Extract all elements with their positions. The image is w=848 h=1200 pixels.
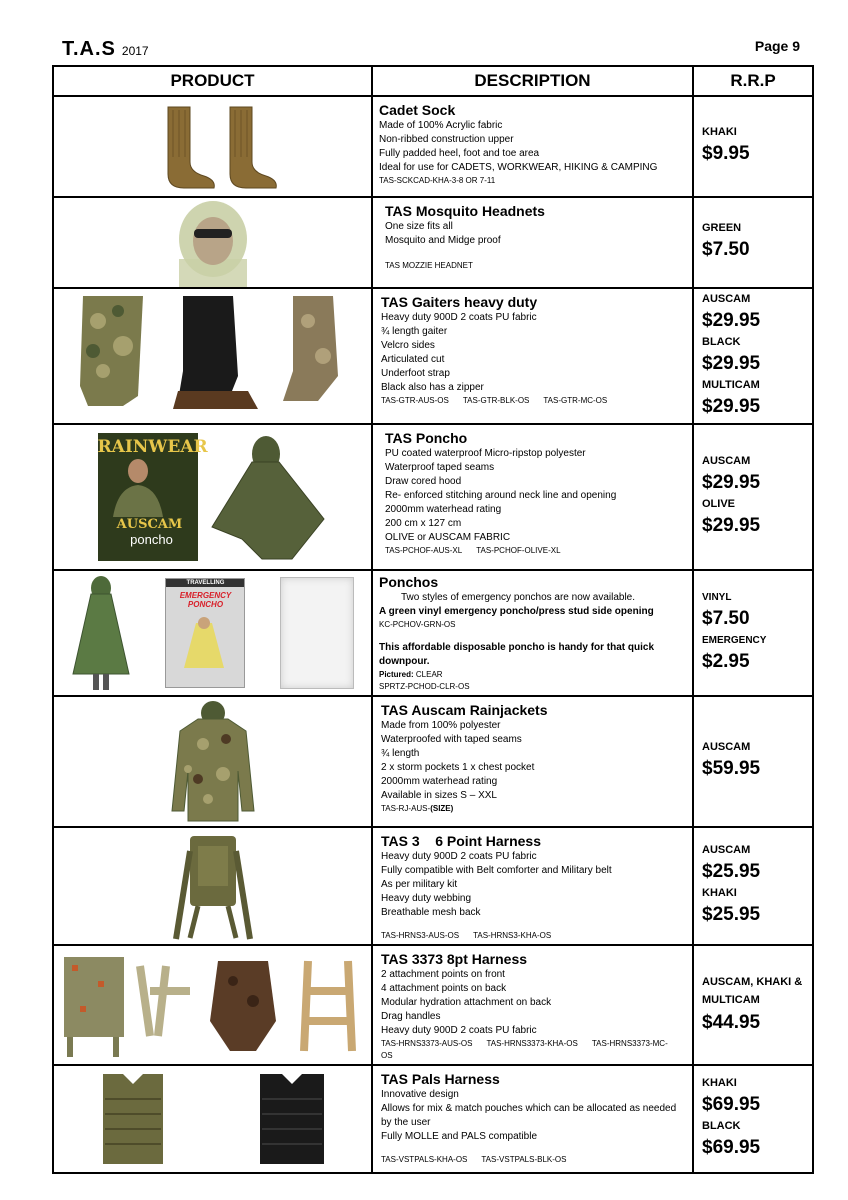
desc-line: 200 cm x 127 cm [385, 518, 462, 529]
catalog-year: 2017 [121, 44, 149, 58]
product-image-gaiters [53, 288, 372, 424]
gaiters-image [63, 291, 363, 421]
package-subtitle: AUSCAM [116, 517, 183, 532]
price-value: $7.50 [702, 608, 750, 629]
product-desc-pals-harness [372, 1065, 693, 1173]
desc-line: Heavy duty 900D 2 coats PU fabric [381, 1025, 537, 1036]
product-desc-rainjacket [372, 696, 693, 827]
price-label: KHAKI [702, 887, 737, 899]
desc-line: Two styles of emergency ponchos are now available. [401, 592, 636, 603]
product-image-8pt-harness [53, 945, 372, 1065]
product-code: TAS-PCHOF-OLIVE-XL [476, 546, 561, 555]
product-code: TAS-VSTPALS-BLK-OS [481, 1155, 567, 1164]
price-label: EMERGENCY [702, 635, 767, 646]
price-label: OLIVE [702, 498, 736, 510]
pals-harness-khaki-image [83, 1069, 183, 1169]
product-title: TAS Poncho [385, 430, 468, 446]
desc-line: Draw cored hood [385, 476, 462, 487]
pictured-value: CLEAR [415, 670, 443, 679]
price-value: $59.95 [702, 758, 761, 779]
desc-line: Heavy duty 900D 2 coats PU fabric [381, 851, 537, 862]
product-code: TAS-HRNS3373-AUS-OS [381, 1039, 473, 1048]
desc-line: Heavy duty 900D 2 coats PU fabric [381, 312, 537, 323]
package-title: RAINWEAR [97, 437, 208, 457]
desc-line: Waterproof taped seams [385, 462, 495, 473]
product-code: TAS-RJ-AUS- [381, 804, 431, 813]
harness-8pt-image [58, 951, 368, 1059]
col-description: DESCRIPTION [372, 66, 693, 96]
price-value: $29.95 [702, 309, 761, 331]
pack-title: EMERGENCY PONCHO [179, 591, 232, 609]
price-label: VINYL [702, 592, 732, 603]
product-code: TAS-HRNS3373-KHA-OS [486, 1039, 578, 1048]
clear-poncho-pack-image [280, 577, 354, 689]
product-desc-8pt-harness [372, 945, 693, 1065]
price-label: KHAKI [702, 126, 737, 138]
price-label: AUSCAM [702, 844, 751, 856]
package-name: poncho [130, 532, 173, 547]
product-row-headnet [53, 197, 813, 288]
price-value: $9.95 [702, 143, 750, 164]
page-number: Page 9 [754, 38, 800, 54]
product-row-emergency-ponchos [53, 570, 813, 696]
product-title: Ponchos [379, 574, 439, 590]
desc-line: Waterproofed with taped seams [381, 734, 522, 745]
product-title: Cadet Sock [379, 102, 456, 118]
product-code: TAS-HRNS3373-MC-OS [381, 1039, 668, 1060]
product-price-rainjacket [693, 696, 813, 827]
product-image-pals-harness [53, 1065, 372, 1173]
product-code: TAS-GTR-AUS-OS [381, 396, 449, 405]
product-code: KC-PCHOV-GRN-OS [379, 620, 456, 629]
product-code-size: (SIZE) [430, 804, 454, 813]
product-image-cadet-sock [53, 96, 372, 197]
vinyl-poncho-image [71, 574, 131, 692]
desc-line: One size fits all [385, 221, 453, 232]
product-price-gaiters [693, 288, 813, 424]
product-title: TAS Gaiters heavy duty [381, 294, 538, 310]
price-value: $29.95 [702, 472, 761, 493]
price-value: $69.95 [702, 1137, 761, 1158]
desc-line: This affordable disposable poncho is handy for that quick downpour. [379, 642, 655, 667]
product-row-poncho [53, 424, 813, 570]
product-desc-6pt-harness [372, 827, 693, 945]
price-label: AUSCAM [702, 455, 751, 467]
product-title: TAS Pals Harness [381, 1071, 500, 1087]
product-desc-gaiters [372, 288, 693, 424]
desc-line: 2000mm waterhead rating [385, 504, 502, 515]
desc-line: Ideal for use for CADETS, WORKWEAR, HIKING & CAMPING [379, 162, 658, 173]
product-row-cadet-sock [53, 96, 813, 197]
col-product: PRODUCT [53, 66, 372, 96]
pictured-label: Pictured: [379, 670, 414, 679]
desc-line: Drag handles [381, 1011, 441, 1022]
desc-line: Re- enforced stitching around neck line and opening [385, 490, 617, 501]
price-value: $44.95 [702, 1012, 761, 1033]
product-image-rainjacket [53, 696, 372, 827]
desc-line: Heavy duty webbing [381, 893, 472, 904]
desc-line: 2000mm waterhead rating [381, 776, 498, 787]
price-value: $69.95 [702, 1094, 761, 1115]
desc-line: Made from 100% polyester [381, 720, 501, 731]
product-price-poncho [693, 424, 813, 570]
desc-line: 2 x storm pockets 1 x chest pocket [381, 762, 535, 773]
product-price-emergency-ponchos [693, 570, 813, 696]
desc-line: As per military kit [381, 879, 458, 890]
price-value: $2.95 [702, 651, 750, 672]
product-row-6pt-harness [53, 827, 813, 945]
desc-line: Made of 100% Acrylic fabric [379, 120, 503, 131]
desc-line: Underfoot strap [381, 368, 450, 379]
desc-line: ¾ length gaiter [381, 326, 448, 337]
product-title: TAS Auscam Rainjackets [381, 702, 548, 718]
desc-line: Mosquito and Midge proof [385, 235, 501, 246]
product-code: TAS-HRNS3-KHA-OS [473, 931, 552, 940]
product-code: SPRTZ-PCHOD-CLR-OS [379, 682, 470, 691]
price-label: MULTICAM [702, 378, 760, 391]
product-code: TAS-VSTPALS-KHA-OS [381, 1155, 468, 1164]
desc-line: PU coated waterproof Micro-ripstop polyester [385, 448, 586, 459]
sock-pair-image [138, 102, 288, 192]
desc-line: Fully padded heel, foot and toe area [379, 148, 540, 159]
desc-line: 2 attachment points on front [381, 969, 505, 980]
desc-line: OLIVE or AUSCAM FABRIC [385, 532, 511, 543]
price-label: GREEN [702, 222, 742, 234]
product-row-gaiters [53, 288, 813, 424]
price-value: $29.95 [702, 515, 761, 536]
product-code: TAS-SCKCAD-KHA-3-8 OR 7-11 [379, 176, 496, 185]
product-price-headnet [693, 197, 813, 288]
product-image-emergency-ponchos [53, 570, 372, 696]
product-row-pals-harness [53, 1065, 813, 1173]
price-label: BLACK [702, 335, 741, 348]
product-code: TAS-GTR-BLK-OS [462, 396, 530, 405]
desc-line: Velcro sides [381, 340, 435, 351]
product-desc-emergency-ponchos [372, 570, 693, 696]
product-table [52, 65, 814, 1174]
product-row-8pt-harness [53, 945, 813, 1065]
product-desc-cadet-sock [372, 96, 693, 197]
desc-line: Breathable mesh back [381, 907, 481, 918]
price-value: $7.50 [702, 239, 750, 260]
price-label: BLACK [702, 1120, 741, 1132]
product-title: TAS 3 6 Point Harness [381, 833, 542, 849]
desc-line: Non-ribbed construction upper [379, 134, 514, 145]
product-price-6pt-harness [693, 827, 813, 945]
price-value: $25.95 [702, 904, 761, 925]
product-image-6pt-harness [53, 827, 372, 945]
desc-line: Modular hydration attachment on back [381, 997, 552, 1008]
product-desc-poncho [372, 424, 693, 570]
product-image-poncho [53, 424, 372, 570]
desc-line: Fully MOLLE and PALS compatible [381, 1131, 538, 1142]
product-price-8pt-harness [693, 945, 813, 1065]
desc-line: Fully compatible with Belt comforter and Military belt [381, 865, 612, 876]
desc-line: A green vinyl emergency poncho/press stud side opening [379, 606, 654, 617]
price-value: $25.95 [702, 861, 761, 882]
harness-6pt-image [168, 831, 258, 941]
product-code: TAS MOZZIE HEADNET [385, 261, 473, 270]
desc-line: Articulated cut [381, 354, 445, 365]
product-price-cadet-sock [693, 96, 813, 197]
price-label: AUSCAM, KHAKI & MULTICAM [702, 976, 803, 1006]
desc-line: Black also has a zipper [381, 382, 484, 393]
product-code: TAS-GTR-MC-OS [543, 396, 608, 405]
price-value: $29.95 [702, 352, 761, 374]
product-title: TAS 3373 8pt Harness [381, 951, 528, 967]
col-rrp: R.R.P [693, 66, 813, 96]
pals-harness-black-image [242, 1069, 342, 1169]
product-title: TAS Mosquito Headnets [385, 203, 545, 219]
desc-line: ¾ length [381, 748, 420, 759]
emergency-poncho-pack-image [165, 578, 245, 688]
desc-line: Innovative design [381, 1089, 459, 1100]
price-value: $29.95 [702, 395, 761, 417]
poncho-olive-image [208, 432, 328, 562]
product-price-pals-harness [693, 1065, 813, 1173]
rainjacket-image [168, 699, 258, 824]
desc-line: Allows for mix & match pouches which can be allocated as needed by the user [381, 1103, 677, 1128]
desc-line: 4 attachment points on back [381, 983, 507, 994]
product-desc-headnet [372, 197, 693, 288]
headnet-image [158, 199, 268, 287]
price-label: KHAKI [702, 1077, 737, 1089]
poncho-package-image [97, 433, 208, 561]
table-header-row [53, 66, 813, 96]
brand-title: T.A.S 2017 [62, 38, 149, 60]
product-code: TAS-PCHOF-AUS-XL [385, 546, 463, 555]
price-label: AUSCAM [702, 741, 751, 753]
pack-top-label: TRAVELLING [166, 579, 244, 587]
desc-line: Available in sizes S – XXL [381, 790, 497, 801]
product-code: TAS-HRNS3-AUS-OS [381, 931, 460, 940]
product-row-rainjacket [53, 696, 813, 827]
price-label: AUSCAM [702, 292, 751, 305]
product-image-headnet [53, 197, 372, 288]
